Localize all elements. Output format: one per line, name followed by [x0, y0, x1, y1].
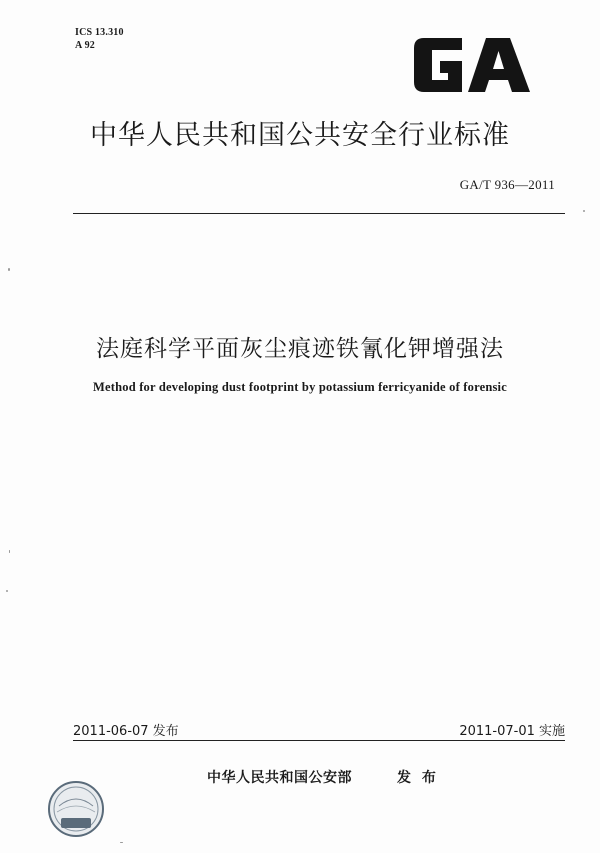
- scan-speck: [583, 210, 585, 212]
- scan-speck: [6, 590, 8, 592]
- seal-icon: [47, 780, 105, 838]
- implementation-date: 2011-07-01 实施: [459, 724, 565, 739]
- issuing-authority: 中华人民共和国公安部: [207, 770, 352, 786]
- scan-speck: [9, 550, 10, 553]
- ccs-code: A 92: [75, 40, 95, 51]
- classification-codes: [75, 26, 124, 52]
- issued-label: 发 布: [397, 770, 439, 786]
- scan-speck: [8, 268, 10, 271]
- standard-title-english: Method for developing dust footprint by potassium ferricyanide of forensic: [93, 380, 507, 394]
- standard-number: GA/T 936—2011: [459, 177, 555, 192]
- ga-logo-icon: [410, 34, 535, 96]
- issue-date: 2011-06-07 发布: [73, 724, 179, 739]
- standard-title-chinese: 法庭科学平面灰尘痕迹铁氰化钾增强法: [96, 336, 504, 362]
- standard-category-title: 中华人民共和国公共安全行业标准: [90, 120, 510, 151]
- top-divider: [73, 213, 565, 214]
- scan-speck: [120, 842, 123, 843]
- bottom-divider: [73, 740, 565, 741]
- ics-code: ICS 13.310: [75, 27, 124, 38]
